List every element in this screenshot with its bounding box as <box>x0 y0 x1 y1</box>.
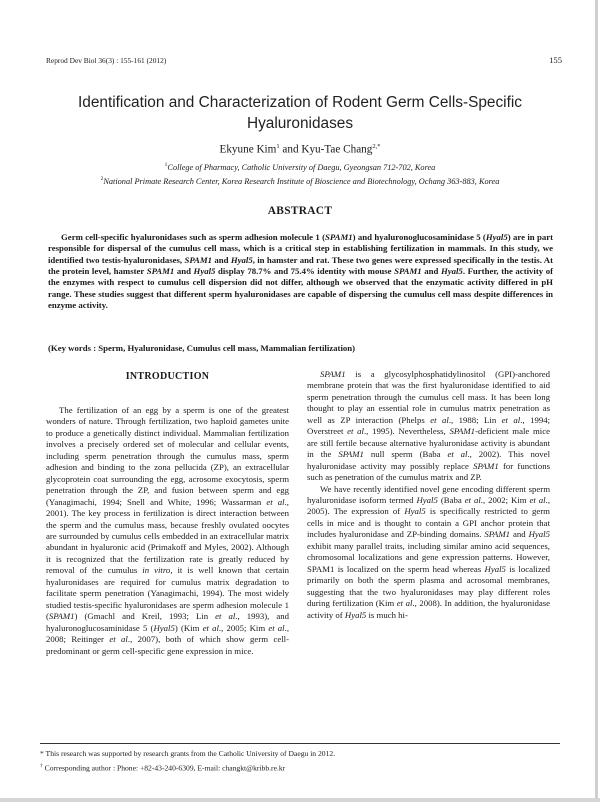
journal-citation: Reprod Dev Biol 36(3) : 155-161 (2012) <box>46 56 167 65</box>
introduction-heading: INTRODUCTION <box>125 371 210 382</box>
left-column <box>46 405 289 657</box>
affiliation-2-mark: 2 <box>100 176 104 182</box>
corresponding-author-text: Corresponding author : Phone: +82-43-240-6309, E-mail: changkt@kribb.re.kr <box>42 763 286 773</box>
author-2: Kyu-Tae Chang <box>301 143 373 156</box>
author-1: Ekyune Kim <box>219 143 277 156</box>
dagger-mark: † <box>40 763 43 769</box>
right-column <box>307 369 550 621</box>
intro-paragraph-1: The fertilization of an egg by a sperm is one of the greatest wonders of nature. Through fertilization, two haploid gametes unite to produce a genetically distinct individual. Mammalian fertilization involves a precisely ordered set of molecular and cellular events, including sperm penetration through the cumulus mass, sperm adhesion and binding to the zona pellucida (ZP), an extracellular glycoprotein coat surrounding the egg, acrosome exocytosis, sperm penetration through the ZP, and fusion between sperm and egg (Yanagimachi, 1994; Snell and White, 1996; Wassarman et al., 2001). The key process in fertilization is direct interaction between the sperm and the cumulus mass, because freshly ovulated oocytes are surrounded by cumulus cells embedded in an extracellular matrix abundant in hyaluronic acid (Primakoff and Myles, 2002). Although it is recognized that the fertilization rate is greatly reduced by removal of the cumulus in vitro, it is well known that certain hyaluronidases are required for cumulus matrix degradation to facilitate sperm penetration (Yanagimachi, 1994). The most widely studied testis-specific hyaluronidases are sperm adhesion molecule 1 (SPAM1) (Gmachl and Kreil, 1993; Lin et al., 1993), and hyaluronoglucosaminidase 5 (Hyal5) (Kim et al., 2005; Kim et al., 2008; Reitinger et al., 2007), both of which show germ cell-predominant or germ cell-specific gene expression in mice. <box>46 405 289 656</box>
keywords: (Key words : Sperm, Hyaluronidase, Cumulus cell mass, Mammalian fertilization) <box>48 343 356 353</box>
affiliation-1 <box>40 162 560 172</box>
footnote-rule <box>40 743 560 744</box>
intro-paragraph-2: SPAM1 is a glycosylphosphatidylinositol (GPI)-anchored membrane protein that was the first hyaluronidase identified to aid sperm penetration through the cumulus cell mass. It has been long thought to play an essential role in cumulus matrix penetration as well as ZP interaction (Phelps et al., 1988; Lin et al., 1994; Overstreet et al., 1995). Nevertheless, SPAM1-deficient male mice are still fertile because alternative hyaluronidase activity is abundant in the SPAM1 null sperm (Baba et al., 2002). This novel hyaluronidase activity may possibly replace SPAM1 for functions such as penetration of the cumulus matrix and ZP. <box>307 369 551 483</box>
affiliation-2 <box>40 176 560 186</box>
paper-title <box>50 92 550 134</box>
intro-paragraph-3: We have recently identified novel gene encoding different sperm hyaluronidase isoform termed Hyal5 (Baba et al., 2002; Kim et al., 2005). The expression of Hyal5 is specifically restricted to germ cells in mice and is thought to contain a GPI anchor protein that includes hyaluronidase and ZP-binding domains. SPAM1 and Hyal5 exhibit many parallel traits, including similar amino acid sequences, chromosomal localizations and gene expression patterns. However, SPAM1 is localized on the sperm head whereas Hyal5 is localized primarily on both the sperm plasma and acrosomal membranes, suggesting that the two hyaluronidases may play different roles during fertilization (Kim et al., 2008). In addition, the hyaluronidase activity of Hyal5 is much hi- <box>307 483 551 620</box>
title-line-2: Hyaluronidases <box>246 115 354 132</box>
footnote-funding: * This research was supported by research grants from the Catholic University of Daegu in 2012. <box>40 749 336 758</box>
author-1-affiliation-mark: 1 <box>276 143 280 150</box>
affiliation-2-text: National Primate Research Center, Korea Research Institute of Bioscience and Biotechnology, Ochang 363-883, Korea <box>103 176 500 186</box>
footnote-corresponding-author <box>40 763 570 773</box>
author-conjunction: and <box>279 143 302 156</box>
title-line-1: Identification and Characterization of Rodent Germ Cells-Specific <box>78 94 522 111</box>
abstract-heading: ABSTRACT <box>267 205 333 217</box>
author-2-affiliation-mark: 2,* <box>372 143 381 150</box>
author-list <box>0 143 600 156</box>
scan-edge-bottom <box>0 798 600 802</box>
scan-edge-right <box>595 0 598 802</box>
affiliation-1-text: College of Pharmacy, Catholic University of Daegu, Gyeongsan 712-702, Korea <box>167 162 436 172</box>
page-number: 155 <box>549 55 562 65</box>
affiliation-1-mark: 1 <box>164 162 168 168</box>
abstract-body: Germ cell-specific hyaluronidases such as sperm adhesion molecule 1 (SPAM1) and hyaluronoglucosaminidase 5 (Hyal5) are in part responsible for dispersal of the cumulus cell mass, which is a critical step in establishing fertilization in mammals. In this study, we identified two testis-hyaluronidases, SPAM1 and Hyal5, in hamster and rat. These two genes were expressed specifically in the testis. At the protein level, hamster SPAM1 and Hyal5 display 78.7% and 75.4% identity with mouse SPAM1 and Hyal5. Further, the activity of the enzymes with respect to cumulus cell dispersion did not differ, although we observed that the enzymatic activity differed in pH range. These studies suggest that different sperm hyaluronidases are capable of dispersing the cumulus cell mass despite differences in enzyme activity. <box>48 232 554 311</box>
